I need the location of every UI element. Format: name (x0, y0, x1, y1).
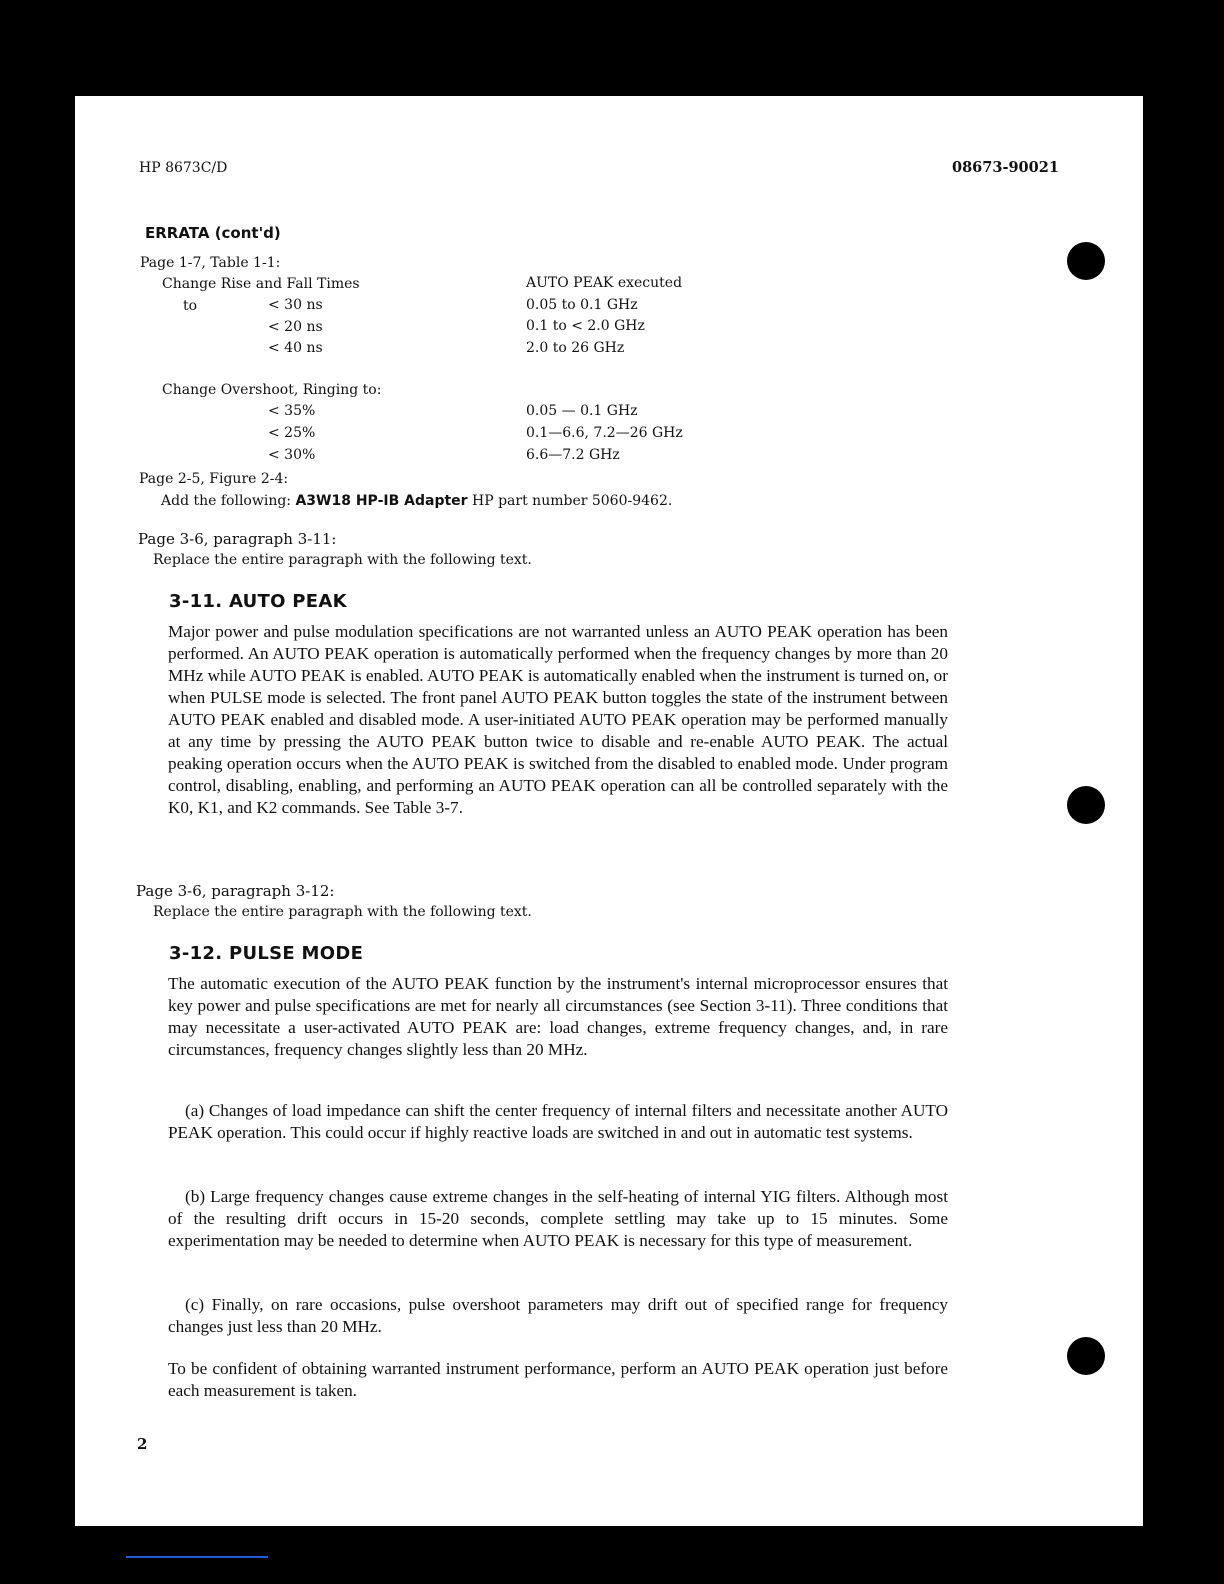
header-model: HP 8673C/D (139, 160, 228, 176)
pulse-mode-intro: The automatic execution of the AUTO PEAK function by the instrument's internal microprocessor ensures that key power and pulse specifications are met for nearly all circumstances (see Section 3-11). Three conditions that may necessitate a user-activated AUTO PEAK are: load changes, extreme frequency changes, and, in rare circumstances, frequency changes slightly less than 20 MHz. (168, 974, 948, 1059)
rise-fall-time-0: < 30 ns (268, 297, 323, 313)
binder-hole-top (1067, 242, 1105, 280)
rise-fall-time-1: < 20 ns (268, 319, 323, 335)
rise-fall-range-0: 0.05 to 0.1 GHz (526, 297, 638, 313)
figure-reference: Page 2-5, Figure 2-4: (139, 471, 289, 487)
header-part-number: 08673-90021 (952, 159, 1059, 176)
section-title-auto-peak: 3-11. AUTO PEAK (169, 591, 347, 612)
section-title-pulse-mode: 3-12. PULSE MODE (169, 943, 364, 964)
pulse-mode-item-c: (c) Finally, on rare occasions, pulse overshoot parameters may drift out of specified range for frequency changes just less than 20 MHz. (168, 1295, 948, 1336)
para-312-reference: Page 3-6, paragraph 3-12: (136, 882, 335, 900)
overshoot-label: Change Overshoot, Ringing to: (162, 382, 382, 398)
para-312-instruction: Replace the entire paragraph with the following text. (153, 904, 532, 920)
overshoot-value-1: < 25% (268, 425, 316, 441)
binder-hole-middle (1067, 786, 1105, 824)
pulse-mode-item-a: (a) Changes of load impedance can shift the center frequency of internal filters and necessitate another AUTO PEAK operation. This could occur if highly reactive loads are switched in and out in automatic test systems. (168, 1101, 948, 1142)
errata-title: ERRATA (cont'd) (145, 224, 281, 242)
table-reference: Page 1-7, Table 1-1: (140, 255, 281, 271)
auto-peak-paragraph: Major power and pulse modulation specifications are not warranted unless an AUTO PEAK operation has been performed. An AUTO PEAK operation is automatically performed when the frequency changes by more than 20 MHz while AUTO PEAK is enabled. AUTO PEAK is automatically enabled when the instrument is turned on, or when PULSE mode is selected. The front panel AUTO PEAK button toggles the state of the instrument between AUTO PEAK enabled and disabled mode. A user-initiated AUTO PEAK operation may be performed manually at any time by pressing the AUTO PEAK button twice to disable and re-enable AUTO PEAK. The actual peaking operation occurs when the AUTO PEAK is switched from the disabled to enabled mode. Under program control, disabling, enabling, and performing an AUTO PEAK operation can all be controlled separately with the K0, K1, and K2 commands. See Table 3-7. (168, 622, 948, 817)
rise-fall-time-2: < 40 ns (268, 340, 323, 356)
overshoot-range-2: 6.6—7.2 GHz (526, 447, 620, 463)
figure-add-bold: A3W18 HP-IB Adapter (295, 493, 468, 509)
para-311-reference: Page 3-6, paragraph 3-11: (138, 530, 337, 548)
document-page (75, 96, 1143, 1526)
overshoot-range-0: 0.05 — 0.1 GHz (526, 403, 638, 419)
figure-add-line (161, 493, 672, 509)
figure-add-suffix: HP part number 5060-9462. (472, 493, 673, 509)
rise-fall-header: AUTO PEAK executed (526, 275, 683, 291)
rise-fall-range-2: 2.0 to 26 GHz (526, 340, 625, 356)
page-number: 2 (137, 1435, 148, 1453)
rise-fall-to: to (183, 298, 198, 314)
rise-fall-label: Change Rise and Fall Times (162, 276, 360, 292)
overshoot-value-0: < 35% (268, 403, 316, 419)
overshoot-value-2: < 30% (268, 447, 316, 463)
overshoot-range-1: 0.1—6.6, 7.2—26 GHz (526, 425, 683, 441)
pulse-mode-item-b: (b) Large frequency changes cause extreme changes in the self-heating of internal YIG filters. Although most of the resulting drift occurs in 15-20 seconds, complete settling may take up to 15 minutes. Some experimentation may be needed to determine when AUTO PEAK is necessary for this type of measurement. (168, 1187, 948, 1250)
binder-hole-bottom (1067, 1337, 1105, 1375)
rise-fall-range-1: 0.1 to < 2.0 GHz (526, 318, 645, 334)
para-311-instruction: Replace the entire paragraph with the following text. (153, 552, 532, 568)
pulse-mode-closing: To be confident of obtaining warranted instrument performance, perform an AUTO PEAK operation just before each measurement is taken. (168, 1359, 948, 1400)
figure-add-prefix: Add the following: (161, 493, 292, 509)
scan-artifact-line (126, 1556, 268, 1558)
